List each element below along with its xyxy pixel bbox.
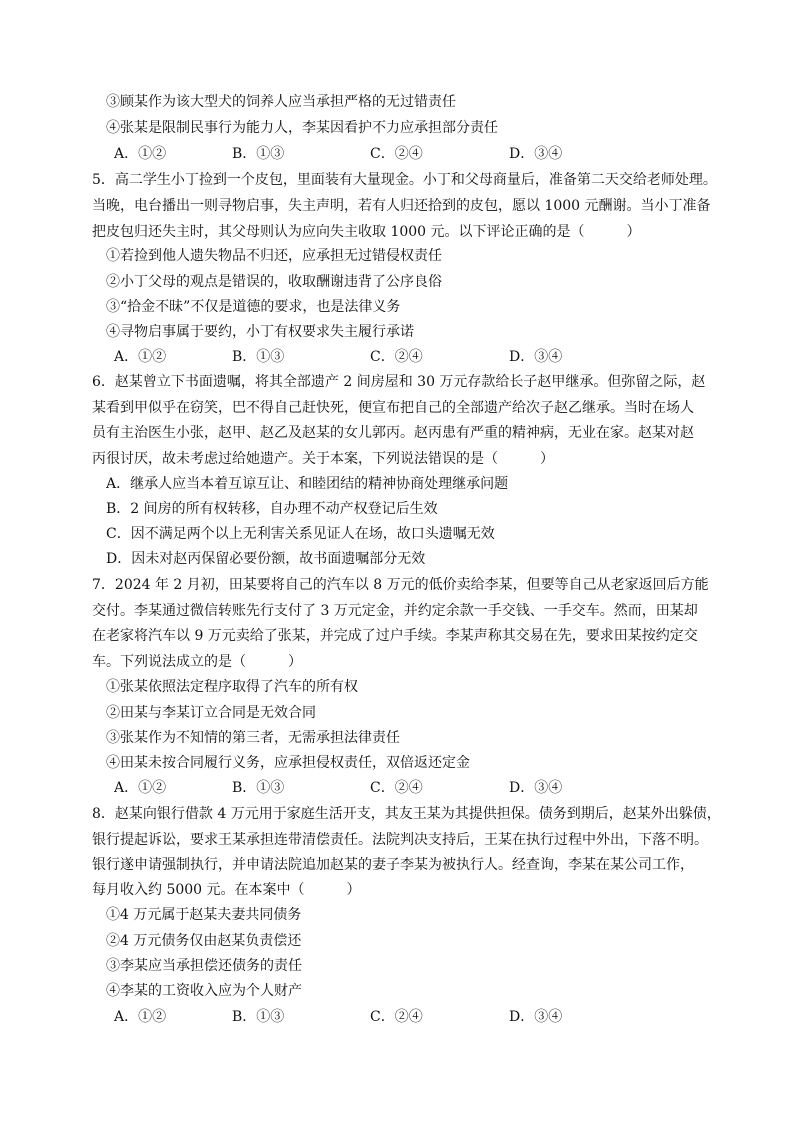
q8-choice-c: C．②④ (370, 1009, 423, 1025)
q8-stem-line-2: 银行提起诉讼，要求王某承担连带清偿责任。法院判决支持后，王某在执行过程中外出，下落不明。 (92, 832, 708, 848)
q7-choice-b: B．①③ (232, 780, 285, 796)
q6-option-b: B．2 间房的所有权转移，自办理不动产权登记后生效 (106, 501, 438, 517)
q7-stem-line-2: 交付。李某通过微信转账先行支付了 3 万元定金，并约定余款一手交钱、一手交车。然而，田某却 (92, 603, 698, 619)
q5-choice-d: D．③④ (509, 349, 563, 365)
q4-choice-b: B．①③ (232, 146, 285, 162)
q5-choice-c: C．②④ (370, 349, 423, 365)
q7-stem-line-4: 车。下列说法成立的是（ ） (92, 654, 302, 670)
q6-stem-line-4: 丙很讨厌，故未考虑过给她遗产。关于本案，下列说法错误的是（ ） (92, 451, 554, 467)
q5-statement-1: ①若捡到他人遗失物品不归还，应承担无过错侵权责任 (106, 248, 442, 264)
q4-choice-a: A．①② (114, 146, 167, 162)
q8-statement-2: ②4 万元债务仅由赵某负责偿还 (106, 933, 302, 949)
q8-stem-line-1: 8．赵某向银行借款 4 万元用于家庭生活开支，其友王某为其提供担保。债务到期后，赵某外出躲债， (92, 806, 721, 822)
q7-statement-1: ①张某依照法定程序取得了汽车的所有权 (106, 679, 358, 695)
q6-stem-line-2: 某看到甲似乎在窃笑，巴不得自己赶快死，便宣布把自己的全部遗产给次子赵乙继承。当时在场人 (92, 400, 694, 416)
q7-choice-a: A．①② (114, 780, 167, 796)
q5-stem-line-1: 5．高二学生小丁捡到一个皮包，里面装有大量现金。小丁和父母商量后，准备第二天交给老师处理。 (92, 172, 717, 188)
q7-stem-line-3: 在老家将汽车以 9 万元卖给了张某，并完成了过户手续。李某声称其交易在先，要求田某按约定交 (92, 628, 698, 644)
q5-stem-line-3: 把皮包归还失主时，其父母则认为应向失主收取 1000 元。以下评论正确的是（ ） (92, 224, 641, 240)
q5-stem-line-2: 当晚，电台播出一则寻物启事，失主声明，若有人归还拾到的皮包，愿以 1000 元酬谢。当小丁准备 (92, 198, 711, 214)
q7-statement-4: ④田某未按合同履行义务，应承担侵权责任，双倍返还定金 (106, 755, 470, 771)
q7-stem-line-1: 7．2024 年 2 月初，田某要将自己的汽车以 8 万元的低价卖给李某，但要等自己从老家返回后方能 (92, 577, 709, 593)
q5-statement-3: ③“拾金不昧”不仅是道德的要求，也是法律义务 (106, 299, 401, 315)
q4-statement-4: ④张某是限制民事行为能力人，李某因看护不力应承担部分责任 (106, 120, 498, 136)
q5-statement-2: ②小丁父母的观点是错误的，收取酬谢违背了公序良俗 (106, 274, 442, 290)
q5-choice-b: B．①③ (232, 349, 285, 365)
q7-choice-c: C．②④ (370, 780, 423, 796)
q8-stem-line-3: 银行遂申请强制执行，并申请法院追加赵某的妻子李某为被执行人。经查询，李某在某公司工作， (92, 857, 694, 873)
q6-stem-line-1: 6．赵某曾立下书面遗嘱，将其全部遗产 2 间房屋和 30 万元存款给长子赵甲继承。但弥留之际，赵 (92, 374, 706, 390)
q8-choice-b: B．①③ (232, 1009, 285, 1025)
q8-statement-1: ①4 万元属于赵某夫妻共同债务 (106, 907, 302, 923)
q8-choices (114, 1007, 674, 1027)
q8-stem-line-4: 每月收入约 5000 元。在本案中（ ） (92, 882, 361, 898)
q5-statement-4: ④寻物启事属于要约，小丁有权要求失主履行承诺 (106, 324, 414, 340)
q8-choice-a: A．①② (114, 1009, 167, 1025)
q4-choice-d: D．③④ (509, 146, 563, 162)
q8-choice-d: D．③④ (509, 1009, 563, 1025)
q5-choice-a: A．①② (114, 349, 167, 365)
q4-statement-3: ③顾某作为该大型犬的饲养人应当承担严格的无过错责任 (106, 94, 456, 110)
q6-option-a: A．继承人应当本着互谅互让、和睦团结的精神协商处理继承问题 (106, 476, 509, 492)
q7-choice-d: D．③④ (509, 780, 563, 796)
q6-option-c: C．因不满足两个以上无利害关系见证人在场，故口头遗嘱无效 (106, 526, 495, 542)
q7-choices (114, 778, 674, 798)
q7-statement-2: ②田某与李某订立合同是无效合同 (106, 705, 316, 721)
q4-choices (114, 144, 674, 164)
q8-statement-3: ③李某应当承担偿还债务的责任 (106, 958, 302, 974)
q4-choice-c: C．②④ (370, 146, 423, 162)
q8-statement-4: ④李某的工资收入应为个人财产 (106, 983, 302, 999)
q6-stem-line-3: 员有主治医生小张，赵甲、赵乙及赵某的女儿郭丙。赵丙患有严重的精神病，无业在家。赵某对赵 (92, 425, 694, 441)
q6-option-d: D．因未对赵丙保留必要份额，故书面遗嘱部分无效 (106, 551, 426, 567)
q7-statement-3: ③张某作为不知情的第三者，无需承担法律责任 (106, 730, 400, 746)
q5-choices (114, 347, 674, 367)
